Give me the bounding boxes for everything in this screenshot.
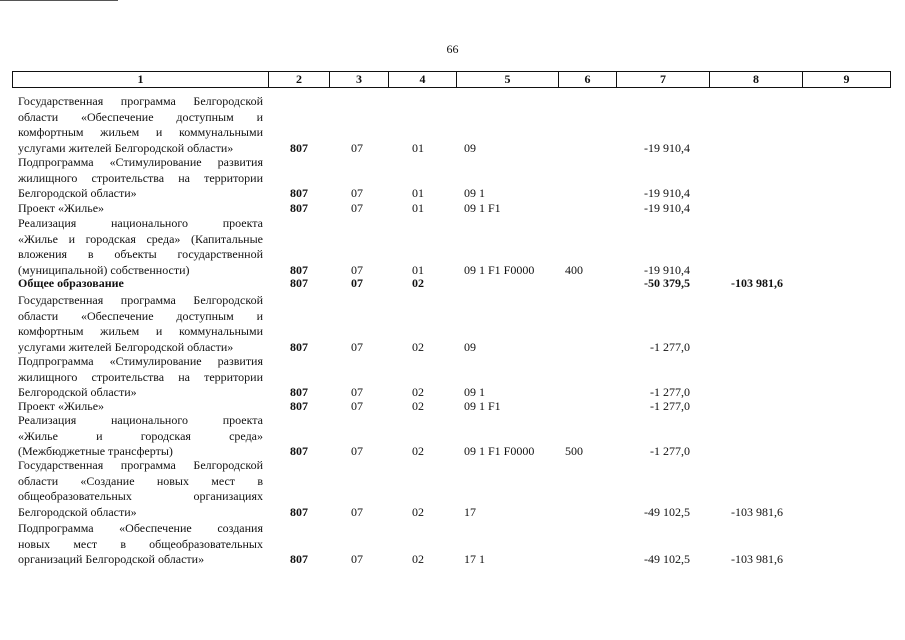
cell-col-4: 02 — [412, 339, 424, 354]
cell-col-5: 09 1 F1 F0000 — [464, 444, 535, 458]
cell-col-8: -103 981,6 — [731, 276, 783, 290]
cell-col-6: 500 — [565, 444, 583, 458]
page-number: 66 — [446, 42, 459, 56]
cell-col-7: -1 277,0 — [650, 339, 690, 354]
row-description — [18, 155, 263, 202]
cell-col-7: -19 910,4 — [644, 140, 690, 155]
row-description — [18, 458, 263, 520]
cell-col-6: 400 — [565, 262, 583, 277]
cell-col-4: 02 — [412, 276, 424, 290]
header-col-5: 5 — [457, 72, 559, 87]
cell-col-4: 02 — [412, 385, 424, 399]
cell-col-3: 07 — [351, 186, 363, 200]
description-line: жилищного строительства на территории — [18, 170, 263, 185]
cell-col-2: 807 — [290, 140, 308, 155]
row-description — [18, 413, 263, 460]
cell-col-7: -49 102,5 — [644, 504, 690, 519]
header-col-3: 3 — [330, 72, 389, 87]
header-col-1: 1 — [13, 72, 269, 87]
cell-col-2: 807 — [290, 552, 308, 566]
description-line: Белгородской области» — [18, 385, 137, 399]
cell-col-8: -103 981,6 — [731, 552, 783, 566]
cell-col-7: -1 277,0 — [650, 399, 690, 413]
cell-col-3: 07 — [351, 201, 363, 215]
cell-col-3: 07 — [351, 504, 363, 519]
description-line: Проект «Жилье» — [18, 201, 105, 215]
cell-col-4: 01 — [412, 186, 424, 200]
cell-col-4: 02 — [412, 399, 424, 413]
cell-col-3: 07 — [351, 262, 363, 277]
description-line: (муниципальной) собственности) — [18, 262, 190, 277]
cell-col-7: -19 910,4 — [644, 201, 690, 215]
description-line: «Жилье и городская среда» (Капитальные — [18, 231, 263, 246]
description-line: Государственная программа Белгородской — [18, 293, 263, 307]
description-line: Белгородской области» — [18, 504, 137, 519]
description-line: вложения в объекты государственной — [18, 247, 263, 261]
description-line: услугами жителей Белгородской области» — [18, 140, 234, 155]
description-line: общеобразовательных организациях — [18, 489, 263, 503]
description-line: области «Обеспечение доступным и — [18, 308, 263, 323]
cell-col-8: -103 981,6 — [731, 504, 783, 519]
top-rule — [0, 0, 118, 1]
cell-col-3: 07 — [351, 552, 363, 566]
cell-col-5: 09 1 — [464, 186, 485, 200]
cell-col-5: 09 1 — [464, 385, 485, 399]
row-description — [18, 293, 263, 355]
cell-col-2: 807 — [290, 385, 308, 399]
description-line: Общее образование — [18, 276, 124, 290]
cell-col-2: 807 — [290, 186, 308, 200]
header-col-7: 7 — [617, 72, 710, 87]
cell-col-4: 02 — [412, 444, 424, 458]
header-col-9: 9 — [843, 72, 850, 86]
cell-col-4: 02 — [412, 552, 424, 566]
header-col-8: 8 — [710, 72, 803, 87]
cell-col-2: 807 — [290, 262, 308, 277]
cell-col-7: -1 277,0 — [650, 385, 690, 399]
description-line: Реализация национального проекта — [18, 216, 263, 230]
cell-col-4: 02 — [412, 504, 424, 519]
cell-col-3: 07 — [351, 339, 363, 354]
cell-col-4: 01 — [412, 262, 424, 277]
description-line: комфортным жильем и коммунальными — [18, 125, 263, 139]
description-line: Подпрограмма «Стимулирование развития — [18, 155, 263, 169]
table-header — [12, 71, 891, 88]
cell-col-2: 807 — [290, 444, 308, 458]
row-description — [18, 354, 263, 401]
description-line: Реализация национального проекта — [18, 413, 263, 427]
description-line: Государственная программа Белгородской — [18, 94, 263, 108]
description-line: Государственная программа Белгородской — [18, 458, 263, 472]
row-description — [18, 216, 263, 278]
cell-col-3: 07 — [351, 385, 363, 399]
header-col-2: 2 — [269, 72, 330, 87]
description-line: «Жилье и городская среда» — [18, 428, 263, 443]
cell-col-7: -19 910,4 — [644, 186, 690, 200]
cell-col-2: 807 — [290, 399, 308, 413]
description-line: услугами жителей Белгородской области» — [18, 339, 234, 354]
cell-col-7: -19 910,4 — [644, 262, 690, 277]
cell-col-7: -49 102,5 — [644, 552, 690, 566]
cell-col-4: 01 — [412, 140, 424, 155]
cell-col-5: 09 — [464, 140, 476, 155]
description-line: Белгородской области» — [18, 186, 137, 200]
cell-col-5: 09 — [464, 339, 476, 354]
description-line: Подпрограмма «Стимулирование развития — [18, 354, 263, 368]
description-line: Подпрограмма «Обеспечение создания — [18, 521, 263, 535]
row-description — [18, 94, 263, 156]
cell-col-7: -1 277,0 — [650, 444, 690, 458]
description-line: области «Обеспечение доступным и — [18, 109, 263, 124]
cell-col-5: 09 1 F1 — [464, 201, 501, 215]
cell-col-5: 09 1 F1 F0000 — [464, 262, 535, 277]
description-line: (Межбюджетные трансферты) — [18, 444, 173, 458]
cell-col-2: 807 — [290, 504, 308, 519]
cell-col-4: 01 — [412, 201, 424, 215]
cell-col-2: 807 — [290, 201, 308, 215]
row-description — [18, 201, 263, 217]
description-line: Проект «Жилье» — [18, 399, 105, 413]
row-description — [18, 521, 263, 568]
description-line: области «Создание новых мест в — [18, 473, 263, 488]
cell-col-2: 807 — [290, 276, 308, 290]
header-col-6: 6 — [559, 72, 617, 87]
cell-col-5: 17 — [464, 504, 476, 519]
description-line: организаций Белгородской области» — [18, 552, 205, 566]
cell-col-3: 07 — [351, 399, 363, 413]
cell-col-3: 07 — [351, 444, 363, 458]
cell-col-2: 807 — [290, 339, 308, 354]
cell-col-7: -50 379,5 — [644, 276, 690, 290]
cell-col-5: 09 1 F1 — [464, 399, 501, 413]
description-line: жилищного строительства на территории — [18, 369, 263, 384]
row-description — [18, 276, 263, 292]
header-col-4: 4 — [389, 72, 457, 87]
cell-col-5: 17 1 — [464, 552, 485, 566]
cell-col-3: 07 — [351, 140, 363, 155]
cell-col-3: 07 — [351, 276, 363, 290]
description-line: комфортным жильем и коммунальными — [18, 324, 263, 338]
description-line: новых мест в общеобразовательных — [18, 536, 263, 551]
